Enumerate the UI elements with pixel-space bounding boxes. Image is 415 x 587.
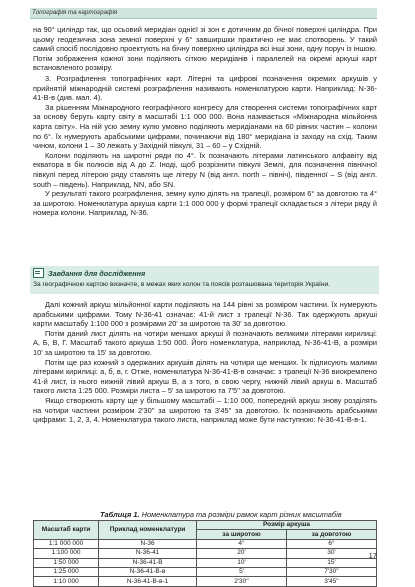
cell-lat: 10' (197, 558, 287, 567)
table-row (34, 567, 377, 576)
paragraph: Далі кожний аркуш мільйонної карти поділяють на 144 рівні за розміром частини. Їх нумерують арабськими цифрами. Тому N-36-41 означає: 41-й лист з трапеції N-36. Так одержують аркуші карти масштабу 1:100 000 з розмірами 20' за широтою та 30' за довготою. (33, 300, 377, 329)
cell-lat: 4° (197, 539, 287, 548)
cell-example: N-36 (99, 539, 197, 548)
cell-scale: 1:25 000 (34, 567, 99, 576)
paragraph: Потім ще раз кожний з одержаних аркушів ділять на чотири ще менших. Їх підписують малими літерами кирилиці: а, б, в, г. Отже, номенклатура N-36-41-В-в означає: з трапеції N-36 виокремлено 41-й лист, із нього нижній лівий аркуш В, а з того, в свою чергу, нижній лівий аркуш в. Масштаб такого листа 1:25 000. Розміри листа – 5' за широтою та 7'5'' за довготою. (33, 357, 377, 396)
cell-scale: 1:50 000 (34, 558, 99, 567)
main-text-top (33, 25, 377, 218)
cell-lon: 6° (287, 539, 377, 548)
header-lat: за широтою (197, 530, 287, 539)
cell-example: N-36-41-В-в-1 (99, 577, 197, 586)
cell-lat: 5' (197, 567, 287, 576)
header-lon: за довготою (287, 530, 377, 539)
cell-lon: 3'45'' (287, 577, 377, 586)
task-title: Завдання для дослідження (48, 268, 146, 278)
paragraph: Потім даний лист ділять на чотири менших аркуші й позначають великими літерами кирилиці: А, Б, В, Г. Масштаб такого аркуша 1:50 000. Його номенклатура, наприклад, N-36-41-В, а розміри 10' за широтою та 15' за довготою. (33, 328, 377, 357)
paragraph: За рішенням Міжнародного географічного конгресу для створення системи топографічних карт за основу беруть карту світу в масштабі 1:1 000 000. Вона називається «Міжнародна мільйонна карта світу». На нiй усю земну кулю умовно поділяють меридіанами на 60 рівних частин – колони по 6°. Їх нумерують арабськими цифрами, починаючи від 180° меридіана із заходу на схід. Таким чином, колони 1 – 30 лежать у Західній півкулі, 31 – 60 – у Східній. (33, 102, 377, 151)
cell-example: N-36-41-В-в (99, 567, 197, 576)
nomenclature-table (33, 520, 377, 587)
cell-example: N-36-41-В (99, 558, 197, 567)
paragraph: Якщо створюють карту ще у більшому масштабі – 1:10 000, попередній аркуш знову розділять на чотири частини розміром 2'30'' за широтою та 3'45'' за довготою. Їх позначають арабськими цифрами: 1, 2, 3, 4. Номенклатура такого листа, наприклад може бути наступною: N-36-41-В-в-1. (33, 395, 377, 425)
table-row (34, 558, 377, 567)
table-caption (100, 510, 342, 519)
cell-lat: 2'30'' (197, 577, 287, 586)
task-text: За географічною картою визначте, в межах яких колон та поясів розташована територія України. (33, 281, 331, 288)
cell-lon: 7'30'' (287, 567, 377, 576)
table-row (34, 577, 377, 586)
paragraph: на 90° циліндр так, що осьовий меридіан однієї зі зон є дотичним до бічної поверхні циліндра. При цьому геодезична зона земної поверхні у 6° завширшки практично не має спотворень. У такий самий спосіб послідовно проектують на бічну поверхню циліндра всі інші зони, одну поруч із іншою. Потім зображення кожної зони поділяють сіткою меридіанів і паралелей на окремі аркуші карт встановленого розміру. (33, 25, 377, 73)
paragraph: Колони поділяють на широтні ряди по 4°. Їх позначають літерами латинського алфавіту від екватора в бік полюсів від A до Z. Іноді, щоб розрізнити півкулі Землі, для позначення північної півкулі перед літерою ряду ставлять ще літеру N (від англ. north – північ), південної – S (від англ. south – південь). Наприклад, NN, або SN. (33, 150, 377, 189)
cell-example: N-36-41 (99, 549, 197, 558)
header-size: Розмір аркуша (197, 521, 377, 530)
paragraph-section-heading: 3. Розграфлення топографічних карт. Літерні та цифрові позначення окремих аркушів у прийнятій міжнародній системі розграфлення називають номенклатурою карти. Наприклад: N-36-41-В-в (див. мал. 4). (33, 73, 377, 103)
table-row (34, 549, 377, 558)
cell-scale: 1:10 000 (34, 577, 99, 586)
cell-scale: 1:1 000 000 (34, 539, 99, 548)
header-example: Приклад номенклатури (99, 521, 197, 540)
header-scale: Масштаб карти (34, 521, 99, 540)
main-text-bottom (33, 300, 377, 425)
running-header: Топографія та картографія (32, 9, 118, 16)
cell-lon: 30' (287, 549, 377, 558)
table-caption-text: Номенклатура та розміри рамок карт різних масштабів (141, 510, 342, 519)
task-heading (33, 268, 145, 278)
research-icon (33, 268, 44, 278)
cell-lon: 15' (287, 558, 377, 567)
table-row (34, 539, 377, 548)
cell-lat: 20' (197, 549, 287, 558)
cell-scale: 1:100 000 (34, 549, 99, 558)
paragraph: У результаті такого розграфлення, земну кулю ділять на трапеції, розміром 6° за довготою та 4° за широтою. Номенклатура аркуша карти 1:1 000 000 у формі трапеції складається з літери ряду й номера колони. Наприклад, N-36. (33, 189, 377, 218)
page-number: 17 (368, 551, 377, 560)
table-caption-number: Таблиця 1. (100, 510, 140, 519)
